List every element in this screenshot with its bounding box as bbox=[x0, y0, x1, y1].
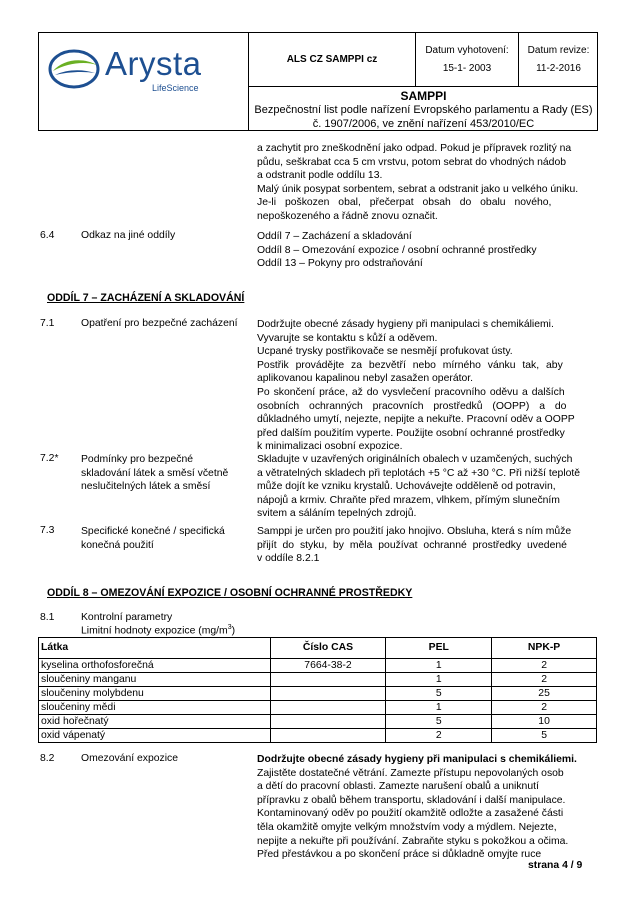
text-line: Oddíl 8 – Omezování expozice / osobní ochranné prostředky bbox=[257, 244, 537, 256]
text-line: přípravku z obalů během transportu, skladování i další manipulace. bbox=[257, 794, 566, 806]
table-cell: 1 bbox=[386, 701, 492, 715]
table-cell: 5 bbox=[386, 715, 492, 729]
table-cell: 25 bbox=[492, 687, 597, 701]
text-line: Ucpané trysky postřikovače se nesmějí profukovat ústy. bbox=[257, 346, 513, 358]
logo-cell bbox=[39, 33, 249, 131]
text-line: Oddíl 13 – Pokyny pro odstraňování bbox=[257, 258, 423, 270]
section-label: Kontrolní parametry bbox=[81, 612, 173, 623]
text-line: důkladného umytí, nejezte, nepijte a nekuřte. Pracovní oděv a OOPP bbox=[257, 414, 575, 426]
table-cell: 1 bbox=[386, 673, 492, 687]
table-cell: sloučeniny mědi bbox=[39, 701, 271, 715]
text-line: Dodržujte obecné zásady hygieny při manipulaci s chemikáliemi. bbox=[257, 319, 554, 330]
section-6-4-text bbox=[257, 230, 597, 271]
column-header: PEL bbox=[386, 638, 492, 659]
text-line: těla okamžitě omyjte velkým množstvím vody a mýdlem. Nejezte, bbox=[257, 821, 557, 833]
column-header: Číslo CAS bbox=[270, 638, 386, 659]
table-cell: 5 bbox=[492, 729, 597, 743]
section-number: 7.3 bbox=[40, 525, 55, 536]
text-line: Zajistěte dostatečné větrání. Zamezte přístupu nepovolaných osob bbox=[257, 767, 564, 779]
text-line: Vyvarujte se kontaktu s kůží a oděvem. bbox=[257, 332, 438, 344]
regulation-line-2: č. 1907/2006, ve znění nařízení 453/2010/EC bbox=[312, 118, 535, 130]
table-cell: sloučeniny molybdenu bbox=[39, 687, 271, 701]
section-7-3-text bbox=[257, 525, 597, 566]
text-line: Postřik provádějte za bezvětří nebo mírného vánku tak, aby bbox=[257, 359, 563, 371]
arysta-logo-icon bbox=[47, 47, 107, 91]
text-line: nápojů a krmiv. Chraňte před mrazem, vlhkem, přímým slunečním bbox=[257, 494, 560, 506]
text-line: Skladujte v uzavřených originálních obalech v uzamčených, suchých bbox=[257, 454, 573, 465]
section-number: 8.1 bbox=[40, 612, 55, 623]
column-header: Látka bbox=[39, 638, 271, 659]
text-line: Oddíl 7 – Zacházení a skladování bbox=[257, 231, 412, 242]
document-header bbox=[38, 32, 598, 131]
table-cell: 2 bbox=[492, 673, 597, 687]
logo-subtext: LifeScience bbox=[152, 83, 199, 93]
sublabel-end: ) bbox=[231, 625, 236, 637]
sublabel-text: Limitní hodnoty expozice (mg/m bbox=[81, 625, 228, 637]
table-row bbox=[39, 673, 597, 687]
table-cell: 10 bbox=[492, 715, 597, 729]
table-cell: 7664-38-2 bbox=[270, 659, 386, 673]
text-line: před dalším použitím vyperte. Použijte osobní ochranné prostředky bbox=[257, 427, 565, 439]
text-line: Malý únik posypat sorbentem, sebrat a odstranit jako u velkého úniku. bbox=[257, 183, 579, 195]
section-number: 6.4 bbox=[40, 230, 55, 241]
text-line: nepoškozeného a řádně znovu označit. bbox=[257, 210, 438, 222]
text-line: Samppi je určen pro použití jako hnojivo. Obsluha, která s ním může bbox=[257, 526, 572, 537]
text-line: Po skončení práce, až do vysvlečení pracovního oděvu a dalších bbox=[257, 386, 565, 398]
table-cell: oxid hořečnatý bbox=[39, 715, 271, 729]
section-8-heading: ODDÍL 8 – OMEZOVÁNÍ EXPOZICE / OSOBNÍ OCHRANNÉ PROSTŘEDKY bbox=[47, 587, 413, 599]
date-issued-cell bbox=[416, 33, 519, 87]
company-name: ALS CZ SAMPPI cz bbox=[249, 33, 416, 87]
page-number: strana 4 / 9 bbox=[528, 860, 583, 871]
text-line: osobních ochranných pracovních prostředků (OOPP) a do bbox=[257, 400, 567, 412]
text-line: k minimalizaci osobní expozice. bbox=[257, 441, 403, 453]
text-line: nepijte a nekuřte při používání. Zabraňte styku s pokožkou a očima. bbox=[257, 835, 569, 847]
text-line: přijít do styku, by měla používat ochranné prostředky uvedené bbox=[257, 539, 567, 551]
section-number: 7.2* bbox=[40, 453, 59, 464]
table-cell bbox=[270, 729, 386, 743]
table-cell: kyselina orthofosforečná bbox=[39, 659, 271, 673]
logo-text: Arysta bbox=[105, 45, 202, 82]
text-line: může dojít ke vzniku krystalů. Uchovávejte odděleně od potravin, bbox=[257, 481, 556, 493]
table-cell bbox=[270, 715, 386, 729]
table-row bbox=[39, 729, 597, 743]
text-line: půdu, seškrabat cca 5 cm vrstvu, potom sebrat do vhodných nádob bbox=[257, 156, 567, 168]
date-revised: 11-2-2016 bbox=[536, 63, 581, 74]
section-label bbox=[81, 453, 256, 494]
table-cell bbox=[270, 701, 386, 715]
section-6-3-continuation bbox=[257, 142, 597, 224]
table-row bbox=[39, 659, 597, 673]
table-cell: 2 bbox=[386, 729, 492, 743]
text-line: svitem a sáláním tepelných zdrojů. bbox=[257, 508, 417, 520]
table-row bbox=[39, 701, 597, 715]
text-line: Kontaminovaný oděv po použití okamžitě odložte a zasažené části bbox=[257, 808, 564, 820]
text-line: a odstranit podle oddílu 13. bbox=[257, 170, 383, 182]
section-label: Odkaz na jiné oddíly bbox=[81, 230, 176, 241]
table-cell: 1 bbox=[386, 659, 492, 673]
table-cell: oxid vápenatý bbox=[39, 729, 271, 743]
exposure-limits-table bbox=[38, 637, 597, 743]
text-line-bold: Dodržujte obecné zásady hygieny při manipulaci s chemikáliemi. bbox=[257, 754, 577, 765]
text-line: aplikovanou kapalinou nebyl zasažen operátor. bbox=[257, 373, 474, 385]
text-line: v oddíle 8.2.1 bbox=[257, 553, 320, 565]
label-line: Specifické konečné / specifická bbox=[81, 526, 225, 537]
section-8-2-text bbox=[257, 753, 597, 862]
text-line: a větratelných skladech při teplotách +5 °C až +30 °C. Při nižší teplotě bbox=[257, 467, 581, 479]
date-issued-label: Datum vyhotovení: bbox=[425, 45, 509, 56]
text-line: a dětí do pracovní oblasti. Zamezte narušení obalů a uniknutí bbox=[257, 781, 539, 793]
date-issued: 15-1- 2003 bbox=[442, 63, 492, 74]
text-line: Před přestávkou a po skončení práce si důkladně omyjte ruce bbox=[257, 849, 542, 861]
section-label bbox=[81, 525, 256, 552]
sublabel-superscript: 3 bbox=[227, 624, 232, 631]
table-cell bbox=[270, 673, 386, 687]
table-cell bbox=[270, 687, 386, 701]
date-revised-cell bbox=[519, 33, 598, 87]
regulation-line-1: Bezpečnostní list podle nařízení Evropského parlamentu a Rady (ES) bbox=[254, 104, 593, 116]
section-number: 7.1 bbox=[40, 318, 55, 329]
section-7-2-text bbox=[257, 453, 597, 521]
label-line: neslučitelných látek a směsí bbox=[81, 481, 211, 493]
label-line: konečná použití bbox=[81, 539, 154, 551]
column-header: NPK-P bbox=[492, 638, 597, 659]
document-title bbox=[249, 87, 598, 131]
date-revised-label: Datum revize: bbox=[527, 45, 590, 56]
section-label: Opatření pro bezpečné zacházení bbox=[81, 318, 238, 329]
label-line: Podmínky pro bezpečné bbox=[81, 454, 194, 465]
label-line: skladování látek a směsí včetně bbox=[81, 467, 229, 479]
section-number: 8.2 bbox=[40, 753, 55, 764]
product-name: SAMPPI bbox=[400, 89, 447, 103]
section-7-1-text bbox=[257, 318, 597, 454]
section-7-heading: ODDÍL 7 – ZACHÁZENÍ A SKLADOVÁNÍ bbox=[47, 292, 245, 304]
table-header-row bbox=[39, 638, 597, 659]
table-cell: sloučeniny manganu bbox=[39, 673, 271, 687]
table-row bbox=[39, 687, 597, 701]
text-line: a zachytit pro zneškodnění jako odpad. Pokud je přípravek rozlitý na bbox=[257, 143, 572, 154]
table-cell: 2 bbox=[492, 659, 597, 673]
section-sublabel bbox=[81, 624, 235, 636]
table-cell: 5 bbox=[386, 687, 492, 701]
text-line: Je-li poškozen obal, přečerpat obsah do obalu nového, bbox=[257, 197, 552, 209]
table-row bbox=[39, 715, 597, 729]
section-label: Omezování expozice bbox=[81, 753, 179, 764]
table-cell: 2 bbox=[492, 701, 597, 715]
